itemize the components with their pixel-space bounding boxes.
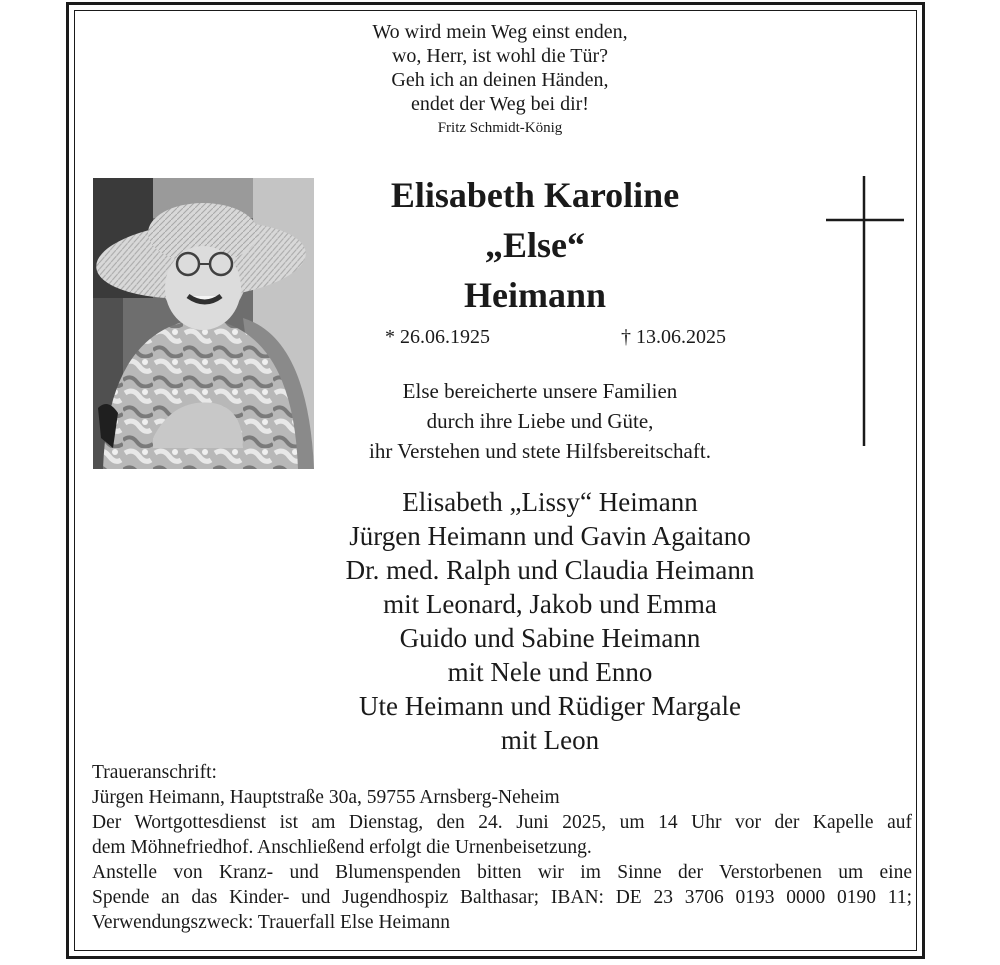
cross-icon	[826, 176, 904, 446]
poem-line: Geh ich an deinen Händen,	[391, 69, 609, 91]
poem-line: Wo wird mein Weg einst enden,	[372, 21, 628, 43]
name-line: „Else“	[484, 225, 585, 265]
footer-line: Jürgen Heimann, Hauptstraße 30a, 59755 Arnsberg-Neheim	[92, 787, 560, 808]
deceased-name	[330, 170, 740, 320]
poem-line: wo, Herr, ist wohl die Tür?	[391, 45, 608, 67]
tribute-line: durch ihre Liebe und Güte,	[426, 409, 654, 433]
poem	[300, 20, 700, 116]
family-line: mit Leon	[500, 725, 600, 755]
footer-line: Anstelle von Kranz- und Blumenspenden bitten wir im Sinne der Verstorbenen um eine	[92, 862, 912, 883]
death-date: † 13.06.2025	[621, 326, 726, 348]
family-line: Guido und Sabine Heimann	[399, 623, 701, 653]
family-line: mit Leonard, Jakob und Emma	[383, 589, 717, 619]
footer-line: Der Wortgottesdienst ist am Dienstag, den 24. Juni 2025, um 14 Uhr vor der Kapelle auf	[92, 812, 912, 833]
poem-line: endet der Weg bei dir!	[411, 93, 589, 115]
birth-date: * 26.06.1925	[385, 326, 490, 348]
family-line: mit Nele und Enno	[447, 657, 653, 687]
footer-line: Spende an das Kinder- und Jugendhospiz Balthasar; IBAN: DE 23 3706 0193 0000 0190 11;	[92, 887, 912, 908]
funeral-details	[92, 760, 912, 935]
family-line: Ute Heimann und Rüdiger Margale	[359, 691, 741, 721]
portrait-photo	[93, 178, 314, 469]
footer-line: Traueranschrift:	[92, 762, 217, 783]
tribute-line: Else bereicherte unsere Familien	[402, 379, 678, 403]
family-list	[270, 485, 830, 757]
footer-line: Verwendungszweck: Trauerfall Else Heimann	[92, 912, 450, 933]
family-line: Dr. med. Ralph und Claudia Heimann	[345, 555, 755, 585]
footer-line: dem Möhnefriedhof. Anschließend erfolgt die Urnenbeisetzung.	[92, 837, 592, 858]
tribute-text	[300, 376, 780, 466]
family-line: Elisabeth „Lissy“ Heimann	[402, 487, 698, 517]
family-line: Jürgen Heimann und Gavin Agaitano	[349, 521, 751, 551]
poem-author: Fritz Schmidt-König	[437, 120, 563, 136]
name-line: Elisabeth Karoline	[390, 175, 680, 215]
name-line: Heimann	[463, 275, 606, 315]
tribute-line: ihr Verstehen und stete Hilfsbereitschaft.	[369, 439, 711, 463]
